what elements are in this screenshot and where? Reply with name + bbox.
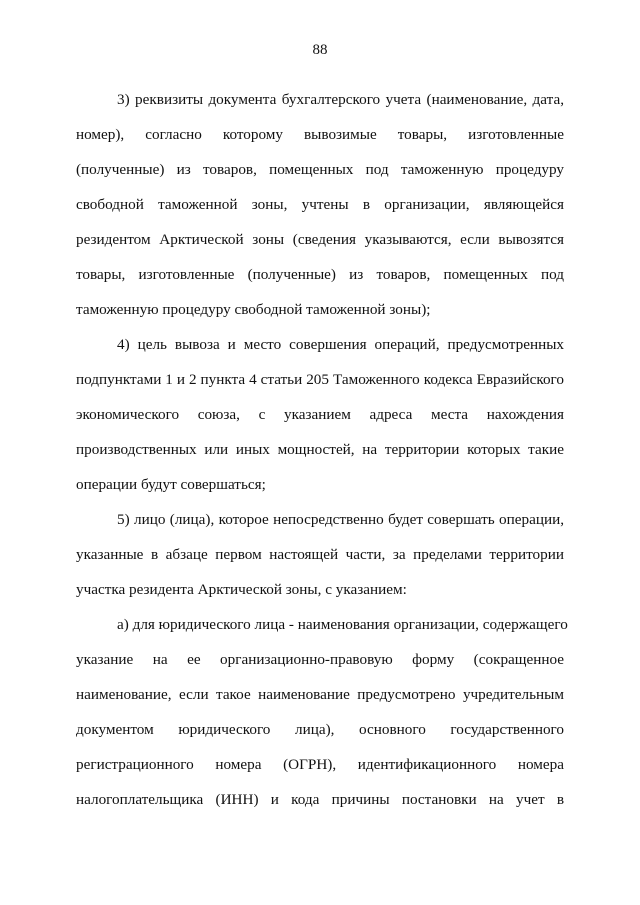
text-line: а) для юридического лица - наименования организации, содержащего: [117, 616, 568, 633]
text-line: свободной таможенной зоны, учтены в организации, являющейся: [76, 196, 564, 213]
text-line: документом юридического лица), основного государственного: [76, 721, 564, 738]
text-line: участка резидента Арктической зоны, с указанием:: [76, 581, 407, 598]
paragraph-item-4: [76, 327, 564, 502]
text-line: резидентом Арктической зоны (сведения указываются, если вывозятся: [76, 231, 564, 248]
paragraph-item-5: [76, 502, 564, 607]
paragraph-subitem-a: [76, 607, 568, 817]
text-line: наименование, если такое наименование предусмотрено учредительным: [76, 686, 564, 703]
text-line: (полученные) из товаров, помещенных под таможенную процедуру: [76, 161, 564, 178]
page-number: 88: [312, 42, 328, 58]
text-line: подпунктами 1 и 2 пункта 4 статьи 205 Таможенного кодекса Евразийского: [76, 371, 564, 388]
text-line: номер), согласно которому вывозимые товары, изготовленные: [76, 126, 564, 143]
paragraph-item-3: [76, 82, 564, 327]
text-line: 4) цель вывоза и место совершения операций, предусмотренных: [117, 336, 564, 353]
text-line: производственных или иных мощностей, на территории которых такие: [76, 441, 564, 458]
text-line: налогоплательщика (ИНН) и кода причины постановки на учет в: [76, 791, 564, 808]
text-line: указанные в абзаце первом настоящей части, за пределами территории: [76, 546, 564, 563]
text-line: таможенную процедуру свободной таможенной зоны);: [76, 301, 431, 318]
text-line: 5) лицо (лица), которое непосредственно будет совершать операции,: [117, 511, 564, 528]
text-line: экономического союза, с указанием адреса места нахождения: [76, 406, 564, 423]
text-line: регистрационного номера (ОГРН), идентификационного номера: [76, 756, 564, 773]
document-body: [76, 82, 568, 817]
text-line: 3) реквизиты документа бухгалтерского учета (наименование, дата,: [117, 91, 564, 108]
text-line: указание на ее организационно-правовую форму (сокращенное: [76, 651, 564, 668]
text-line: операции будут совершаться;: [76, 476, 266, 493]
text-line: товары, изготовленные (полученные) из товаров, помещенных под: [76, 266, 564, 283]
